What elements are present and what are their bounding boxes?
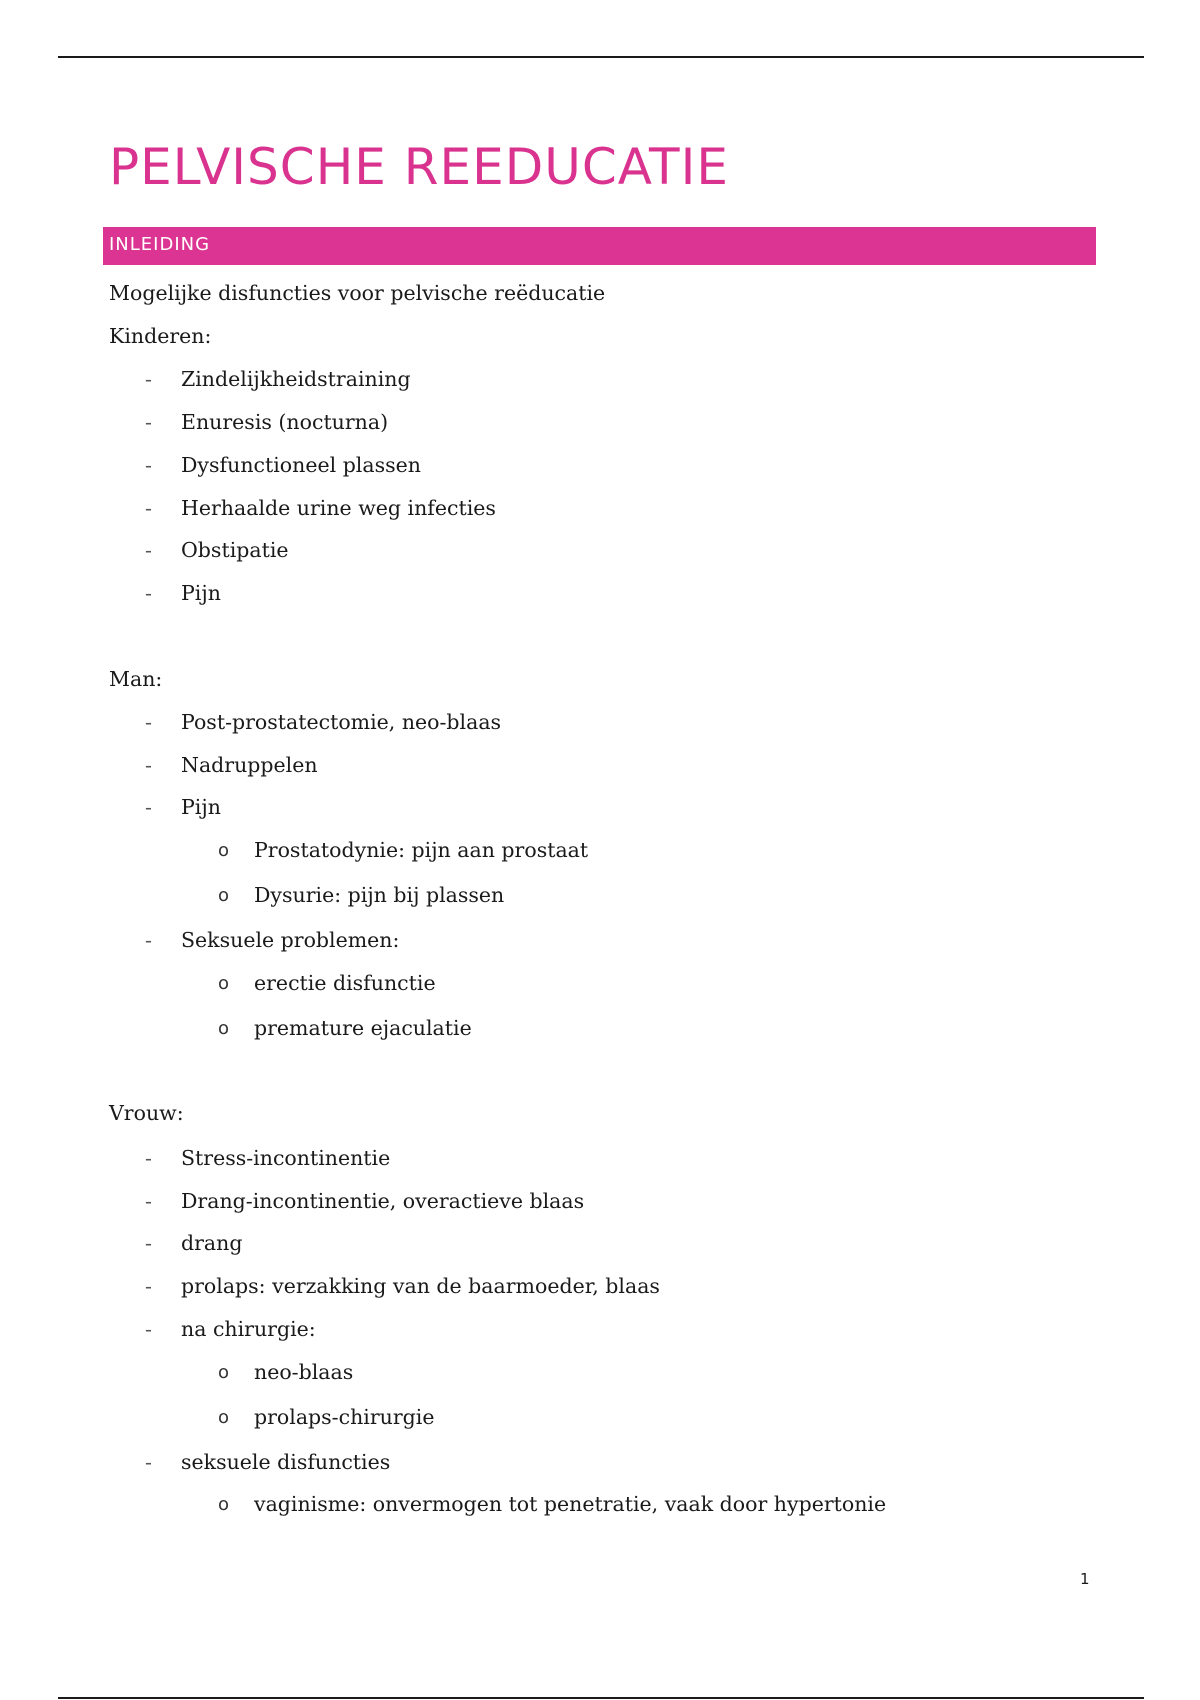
list-item: Seksuele problemen: — [181, 928, 400, 952]
dash-bullet: - — [145, 710, 152, 734]
list-item: Obstipatie — [181, 538, 289, 562]
dash-bullet: - — [145, 538, 152, 562]
list-item: Pijn — [181, 795, 221, 819]
dash-bullet: - — [145, 1450, 152, 1474]
sub-list-item: vaginisme: onvermogen tot penetratie, vaak door hypertonie — [254, 1492, 887, 1516]
sub-list-item: premature ejaculatie — [254, 1016, 472, 1040]
group-label-woman: Vrouw: — [109, 1101, 184, 1125]
list-item: Dysfunctioneel plassen — [181, 453, 421, 477]
list-item: Drang-incontinentie, overactieve blaas — [181, 1189, 585, 1213]
dash-bullet: - — [145, 496, 152, 520]
dash-bullet: - — [145, 581, 152, 605]
header-rule — [58, 56, 1144, 58]
list-item: Nadruppelen — [181, 753, 318, 777]
dash-bullet: - — [145, 367, 152, 391]
dash-bullet: - — [145, 453, 152, 477]
list-item: Zindelijkheidstraining — [181, 367, 411, 391]
dash-bullet: - — [145, 1317, 152, 1341]
list-item: prolaps: verzakking van de baarmoeder, blaas — [181, 1274, 660, 1298]
sub-list-item: neo-blaas — [254, 1360, 354, 1384]
list-item: na chirurgie: — [181, 1317, 316, 1341]
circle-bullet: o — [218, 885, 230, 906]
sub-list-item: Prostatodynie: pijn aan prostaat — [254, 838, 589, 862]
section-heading: INLEIDING — [109, 234, 211, 255]
dash-bullet: - — [145, 1146, 152, 1170]
list-item: drang — [181, 1231, 243, 1255]
circle-bullet: o — [218, 840, 230, 861]
group-label-children: Kinderen: — [109, 324, 212, 348]
circle-bullet: o — [218, 1362, 230, 1383]
list-item: Herhaalde urine weg infecties — [181, 496, 496, 520]
document-title: PELVISCHE REEDUCATIE — [109, 138, 729, 196]
dash-bullet: - — [145, 1274, 152, 1298]
list-item: seksuele disfuncties — [181, 1450, 391, 1474]
circle-bullet: o — [218, 1018, 230, 1039]
group-label-man: Man: — [109, 667, 163, 691]
list-item: Pijn — [181, 581, 221, 605]
dash-bullet: - — [145, 795, 152, 819]
page-number: 1 — [1080, 1570, 1090, 1588]
circle-bullet: o — [218, 1407, 230, 1428]
dash-bullet: - — [145, 410, 152, 434]
list-item: Stress-incontinentie — [181, 1146, 391, 1170]
sub-list-item: Dysurie: pijn bij plassen — [254, 883, 505, 907]
sub-list-item: prolaps-chirurgie — [254, 1405, 435, 1429]
dash-bullet: - — [145, 753, 152, 777]
sub-list-item: erectie disfunctie — [254, 971, 436, 995]
dash-bullet: - — [145, 1189, 152, 1213]
intro-text: Mogelijke disfuncties voor pelvische reëducatie — [109, 281, 606, 305]
circle-bullet: o — [218, 1494, 230, 1515]
section-heading-bar — [103, 227, 1096, 265]
list-item: Enuresis (nocturna) — [181, 410, 389, 434]
list-item: Post-prostatectomie, neo-blaas — [181, 710, 502, 734]
dash-bullet: - — [145, 928, 152, 952]
dash-bullet: - — [145, 1231, 152, 1255]
circle-bullet: o — [218, 973, 230, 994]
footer-rule — [58, 1697, 1144, 1699]
